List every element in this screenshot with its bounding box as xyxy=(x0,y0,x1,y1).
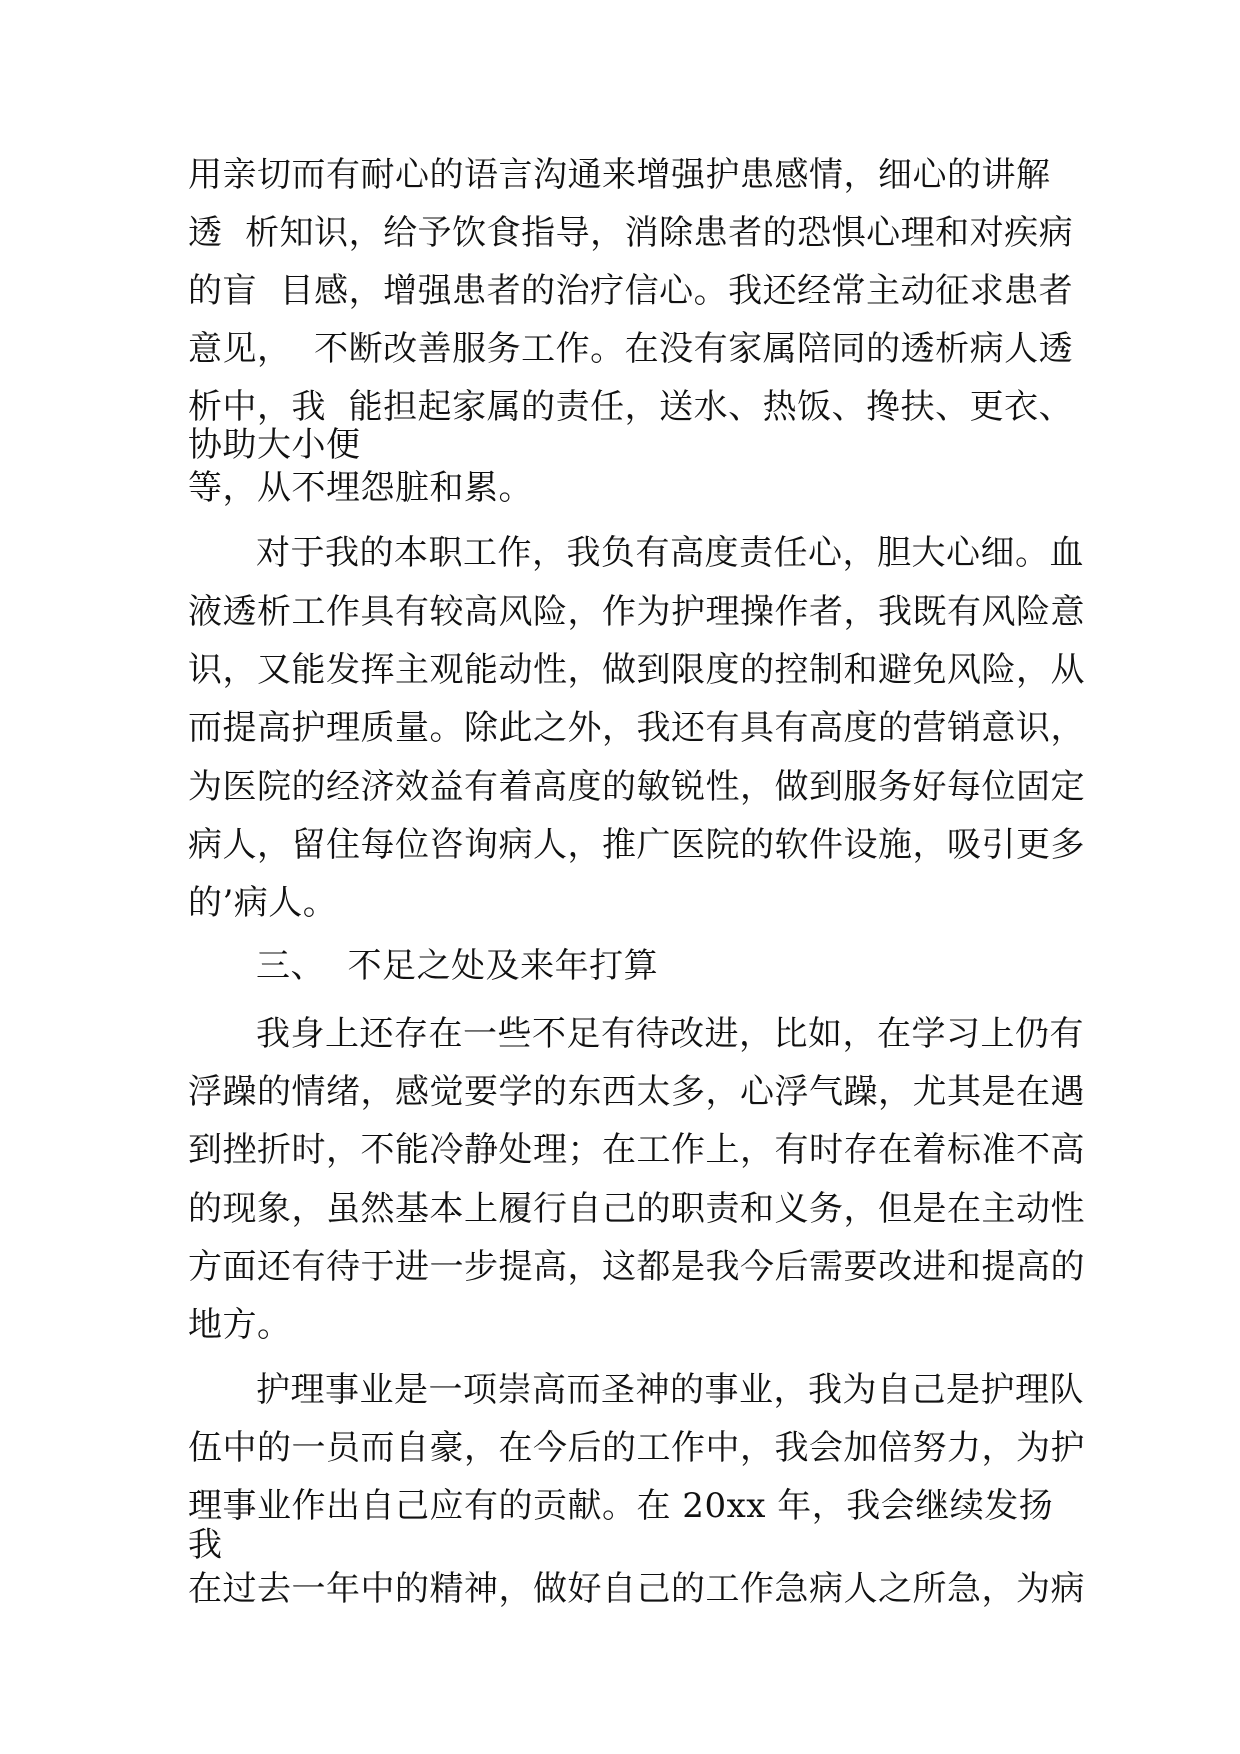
text-line: 液透析工作具有较高风险，作为护理操作者，我既有风险意 xyxy=(188,592,1085,632)
text-line: 用亲切而有耐心的语言沟通来增强护患感情，细心的讲解 xyxy=(188,155,1051,195)
text-line: 浮躁的情绪，感觉要学的东西太多，心浮气躁，尤其是在遇 xyxy=(188,1072,1085,1112)
text-line: 伍中的一员而自豪，在今后的工作中，我会加倍努力，为护 xyxy=(188,1428,1085,1468)
text-line: 方面还有待于进一步提高，这都是我今后需要改进和提高的 xyxy=(188,1247,1085,1287)
text-line: 协助大小便 xyxy=(188,425,361,465)
text-line: 理事业作出自己应有的贡献。在 20xx 年，我会继续发扬 xyxy=(188,1486,1054,1526)
text-line: 病人，留住每位咨询病人，推广医院的软件设施，吸引更多 xyxy=(188,825,1085,865)
text-line: 识，又能发挥主观能动性，做到限度的控制和避免风险，从 xyxy=(188,650,1085,690)
text-line: 意见， 不断改善服务工作。在没有家属陪同的透析病人透 xyxy=(188,329,1074,369)
text-line: 的’病人。 xyxy=(188,883,338,923)
text-line: 透 析知识，给予饮食指导，消除患者的恐惧心理和对疾病 xyxy=(188,213,1074,253)
paragraph-start-line: 对于我的本职工作，我负有高度责任心，胆大心细。血 xyxy=(256,533,1084,573)
text-line: 等，从不埋怨脏和累。 xyxy=(188,468,533,508)
text-line: 析中，我 能担起家属的责任，送水、热饭、搀扶、更衣、 xyxy=(188,387,1074,427)
text-line: 到挫折时，不能冷静处理；在工作上，有时存在着标准不高 xyxy=(188,1130,1085,1170)
text-line: 的现象，虽然基本上履行自己的职责和义务，但是在主动性 xyxy=(188,1189,1085,1229)
text-line: 我 xyxy=(188,1525,223,1565)
text-line: 的盲 目感，增强患者的治疗信心。我还经常主动征求患者 xyxy=(188,271,1074,311)
text-line: 在过去一年中的精神，做好自己的工作急病人之所急，为病 xyxy=(188,1569,1085,1609)
paragraph-start-line: 护理事业是一项崇高而圣神的事业，我为自己是护理队 xyxy=(256,1370,1084,1410)
paragraph-start-line: 我身上还存在一些不足有待改进，比如，在学习上仍有 xyxy=(256,1014,1084,1054)
text-line: 而提高护理质量。除此之外，我还有具有高度的营销意识， xyxy=(188,708,1085,748)
text-line: 为医院的经济效益有着高度的敏锐性，做到服务好每位固定 xyxy=(188,767,1085,807)
section-heading: 三、 不足之处及来年打算 xyxy=(256,946,659,986)
text-line: 地方。 xyxy=(188,1305,292,1345)
